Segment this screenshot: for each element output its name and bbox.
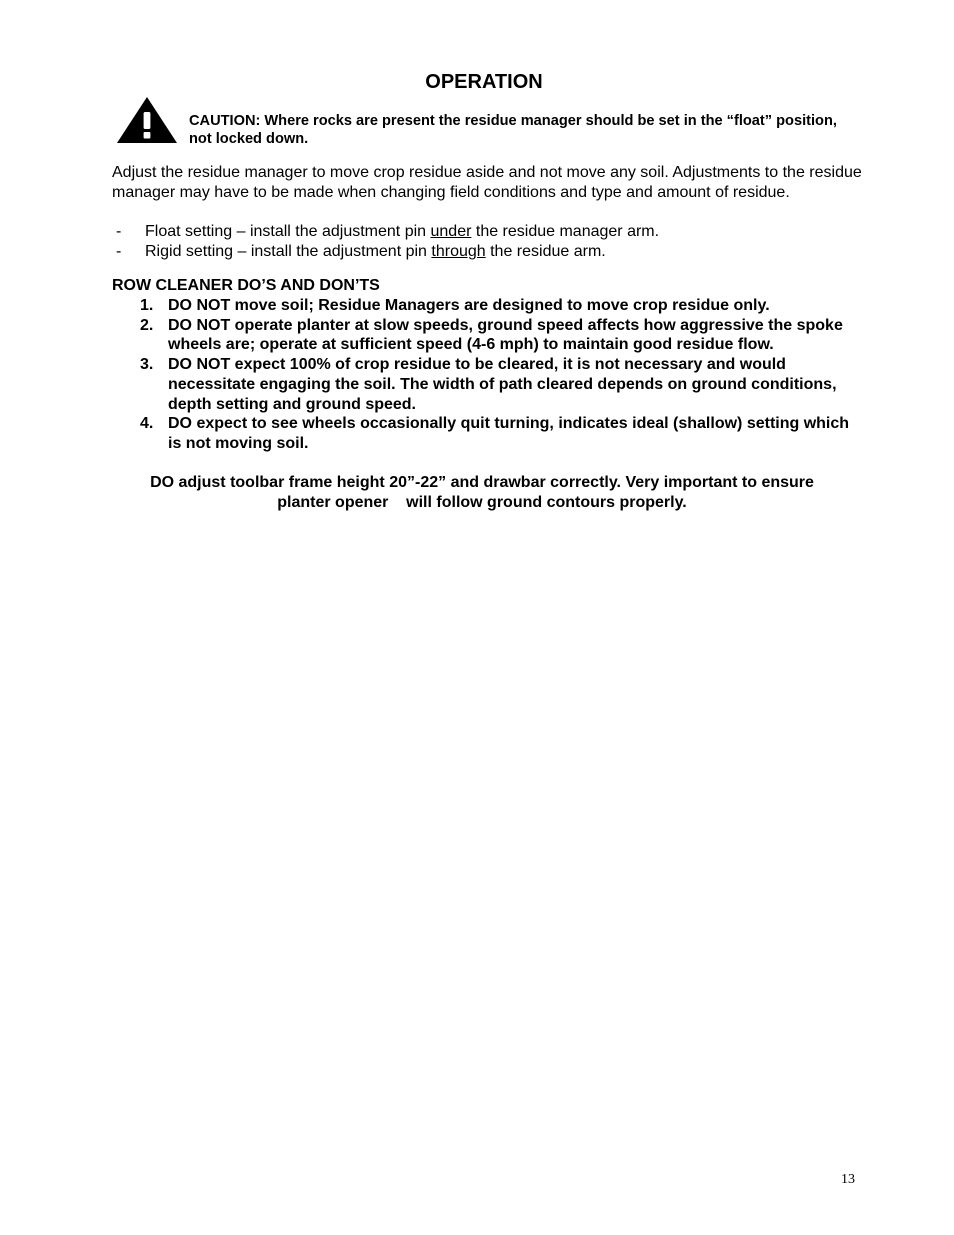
warning-triangle-icon <box>116 96 178 144</box>
closing-instruction <box>112 473 852 513</box>
intro-paragraph: Adjust the residue manager to move crop residue aside and not move any soil. Adjustments to the residue manager may have to be made when changing field conditions and type and amount of residue. <box>112 164 862 201</box>
list-item <box>112 316 852 355</box>
setting-text: Rigid setting – install the adjustment pin <box>145 243 432 260</box>
item-text: DO NOT operate planter at slow speeds, ground speed affects how aggressive the spoke wheels are; operate at sufficient speed (4-6 mph) to maintain good residue flow. <box>168 316 843 354</box>
list-dash: - <box>116 223 122 240</box>
item-number: 2. <box>140 316 154 334</box>
item-number: 1. <box>140 297 154 314</box>
setting-text: the residue manager arm. <box>471 223 660 240</box>
setting-underlined-word: through <box>431 243 486 260</box>
page-number: 13 <box>841 1172 855 1187</box>
float-setting-item <box>112 222 659 242</box>
setting-text: the residue arm. <box>485 243 606 260</box>
closing-line: DO adjust toolbar frame height 20”-22” and drawbar correctly. Very important to ensure <box>150 474 814 491</box>
setting-underlined-word: under <box>430 223 472 240</box>
list-item <box>112 355 852 414</box>
closing-line: planter opener will follow ground contours properly. <box>277 494 687 511</box>
rules-list <box>112 296 852 454</box>
item-number: 3. <box>140 356 154 374</box>
caution-text: CAUTION: Where rocks are present the residue manager should be set in the “float” position, not locked down. <box>189 113 837 147</box>
rigid-setting-item <box>112 242 606 262</box>
setting-text: Float setting – install the adjustment pin <box>145 223 431 240</box>
section-heading: ROW CLEANER DO’S AND DON’TS <box>112 277 380 294</box>
list-item <box>112 296 852 316</box>
list-dash: - <box>116 243 122 260</box>
page-title: OPERATION <box>425 71 543 93</box>
item-number: 4. <box>140 415 154 433</box>
list-item <box>112 414 852 453</box>
item-text: DO NOT move soil; Residue Managers are designed to move crop residue only. <box>168 297 770 314</box>
item-text: DO expect to see wheels occasionally quit turning, indicates ideal (shallow) setting which is not moving soil. <box>168 415 850 452</box>
item-text: DO NOT expect 100% of crop residue to be cleared, it is not necessary and would necessitate engaging the soil. The width of path cleared depends on ground conditions, depth setting and ground speed. <box>168 356 837 413</box>
